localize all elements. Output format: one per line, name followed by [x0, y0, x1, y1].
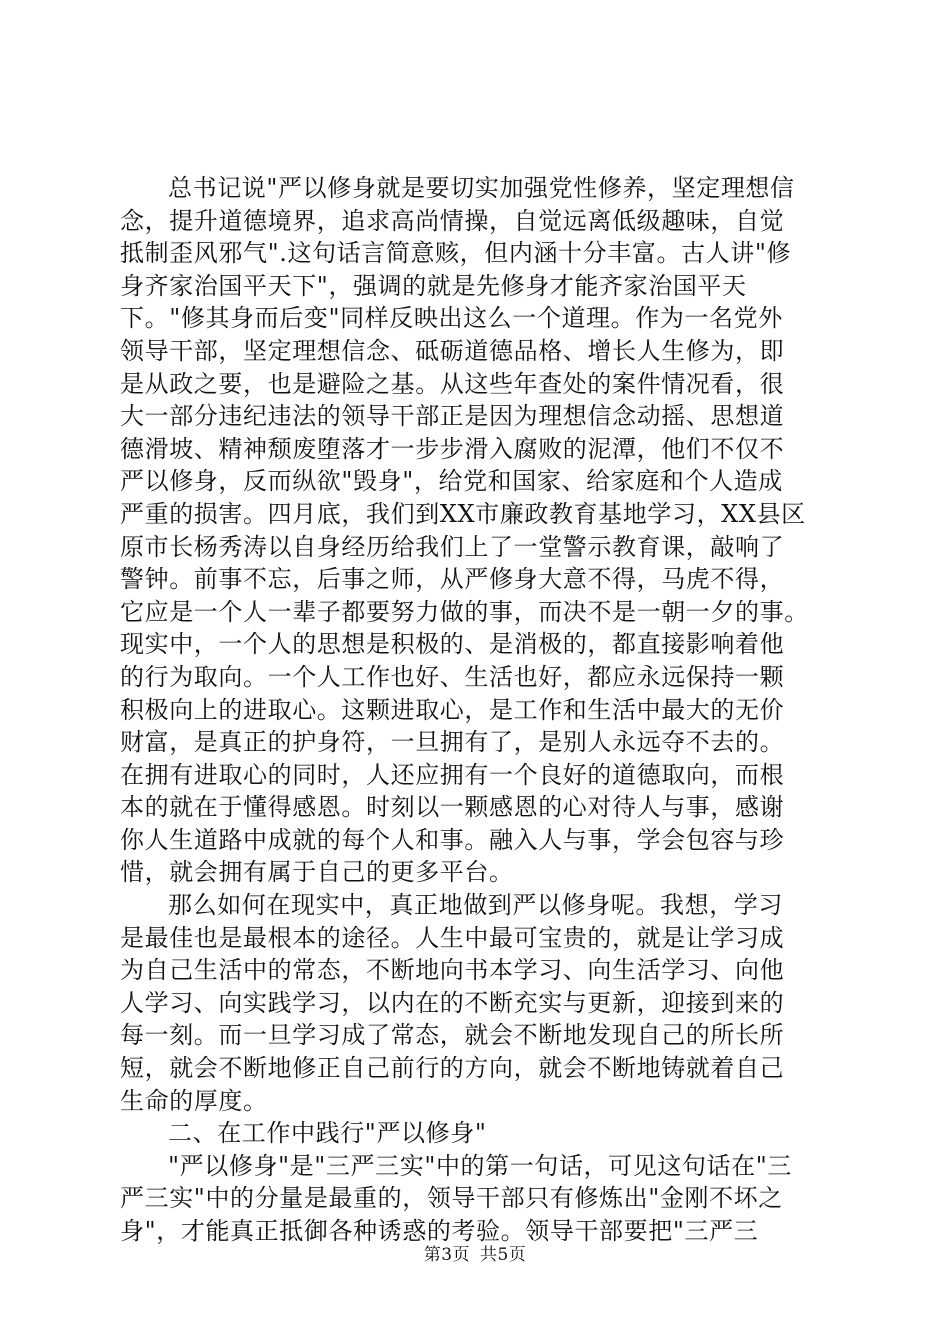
text-line: 惜，就会拥有属于自己的更多平台。 [120, 858, 514, 887]
text-line: 念，提升道德境界，追求高尚情操，自觉远离低级趣味，自觉 [120, 206, 785, 235]
text-line: 在拥有进取心的同时，人还应拥有一个良好的道德取向，而根 [120, 760, 785, 789]
text-line: 的行为取向。一个人工作也好、生活也好，都应永远保持一颗 [120, 662, 785, 691]
text-line: 你人生道路中成就的每个人和事。融入人与事，学会包容与珍 [120, 825, 785, 854]
text-line: 短，就会不断地修正自己前行的方向，就会不断地铸就着自己 [120, 1054, 785, 1083]
section-heading: 二、在工作中践行"严以修身" [168, 1119, 487, 1148]
text-line: 严重的损害。四月底，我们到XX市廉政教育基地学习，XX县区 [120, 499, 806, 528]
text-line: 严三实"中的分量是最重的，领导干部只有修炼出"金刚不坏之 [120, 1184, 783, 1213]
document-body [120, 172, 852, 1248]
text-line: 警钟。前事不忘，后事之师，从严修身大意不得，马虎不得， [120, 565, 785, 594]
text-line: 现实中，一个人的思想是积极的、是消极的，都直接影响着他 [120, 630, 785, 659]
text-line: 大一部分违纪违法的领导干部正是因为理想信念动摇、思想道 [120, 402, 785, 431]
text-line: 领导干部，坚定理想信念、砥砺道德品格、增长人生修为，即 [120, 336, 785, 365]
text-line: 下。"修其身而后变"同样反映出这么一个道理。作为一名党外 [120, 304, 783, 333]
text-line: 那么如何在现实中，真正地做到严以修身呢。我想，学习 [168, 891, 783, 920]
text-line: 它应是一个人一辈子都要努力做的事，而决不是一朝一夕的事。 [120, 597, 809, 626]
text-line: 积极向上的进取心。这颗进取心，是工作和生活中最大的无价 [120, 695, 785, 724]
text-line: 身"，才能真正抵御各种诱惑的考验。领导干部要把"三严三 [120, 1217, 759, 1245]
text-line: 抵制歪风邪气".这句话言简意赅，但内涵十分丰富。古人讲"修 [120, 239, 792, 268]
text-line: 是从政之要，也是避险之基。从这些年查处的案件情况看，很 [120, 369, 785, 398]
text-line: 人学习、向实践学习，以内在的不断充实与更新，迎接到来的 [120, 988, 785, 1017]
text-line: 德滑坡、精神颓废堕落才一步步滑入腐败的泥潭，他们不仅不 [120, 434, 785, 463]
text-line: 严以修身，反而纵欲"毁身"，给党和国家、给家庭和个人造成 [120, 467, 783, 496]
text-line: 原市长杨秀涛以自身经历给我们上了一堂警示教育课，敲响了 [120, 532, 785, 561]
text-line: "严以修身"是"三严三实"中的第一句话，可见这句话在"三 [168, 1151, 792, 1180]
text-line: 身齐家治国平天下"，强调的就是先修身才能齐家治国平天 [120, 271, 747, 300]
page-number: 第3页 [423, 1245, 471, 1265]
text-line: 生命的厚度。 [120, 1086, 268, 1115]
text-line: 每一刻。而一旦学习成了常态，就会不断地发现自己的所长所 [120, 1021, 785, 1050]
text-line: 本的就在于懂得感恩。时刻以一颗感恩的心对待人与事，感谢 [120, 793, 785, 822]
page-footer [0, 1240, 950, 1265]
text-line: 总书记说"严以修身就是要切实加强党性修养，坚定理想信 [168, 174, 795, 202]
text-line: 为自己生活中的常态，不断地向书本学习、向生活学习、向他 [120, 956, 785, 985]
text-line: 财富，是真正的护身符，一旦拥有了，是别人永远夺不去的。 [120, 728, 785, 757]
text-line: 是最佳也是最根本的途径。人生中最可宝贵的，就是让学习成 [120, 923, 785, 952]
page-total: 共5页 [479, 1245, 527, 1265]
